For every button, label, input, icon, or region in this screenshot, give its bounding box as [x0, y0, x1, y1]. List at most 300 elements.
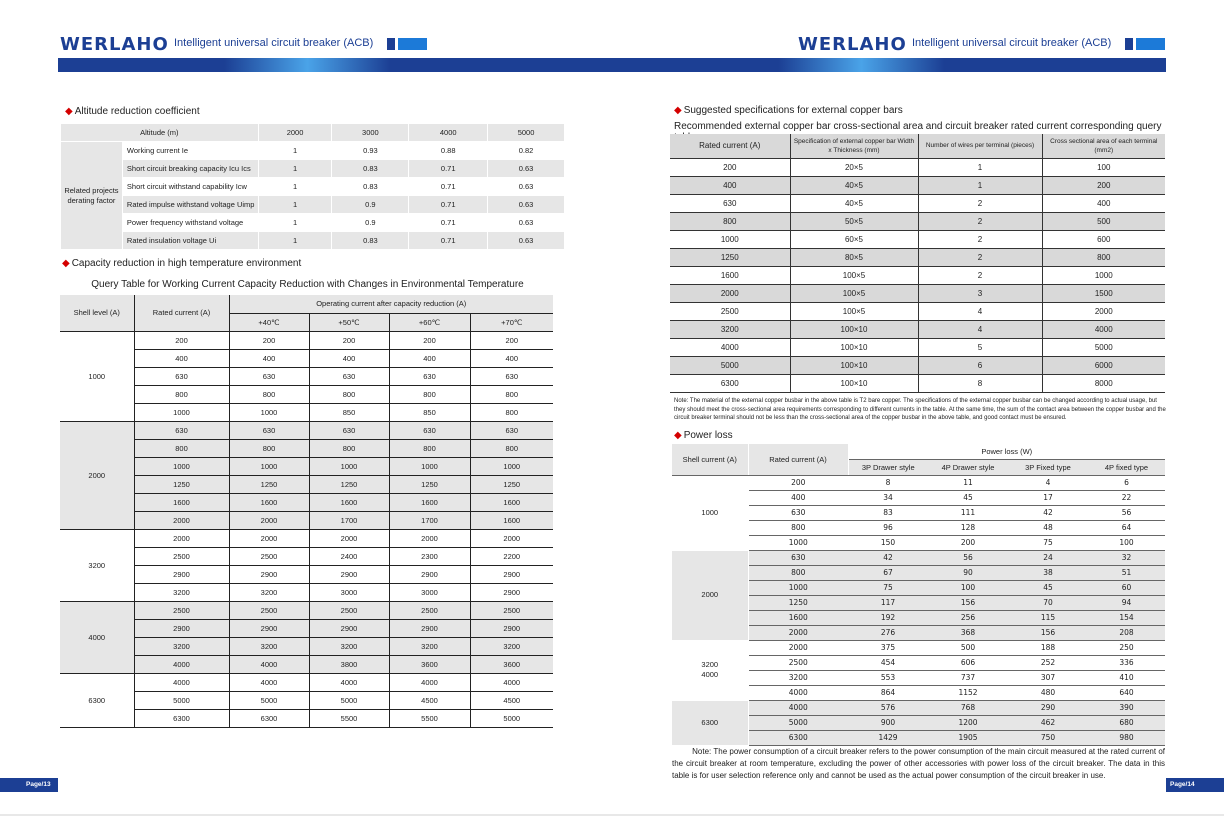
capacity-temp-header: +60℃	[389, 313, 470, 331]
copper-cell: 100×5	[790, 302, 918, 320]
altitude-cell: 0.63	[488, 160, 565, 178]
copper-cell: 2	[918, 212, 1042, 230]
table-row	[670, 374, 1165, 392]
capacity-cell: 1000	[389, 457, 470, 475]
power-cell: 2500	[748, 655, 848, 670]
copper-cell: 8000	[1042, 374, 1165, 392]
table-row	[672, 475, 1165, 490]
copper-cell: 2000	[1042, 302, 1165, 320]
table-row	[670, 158, 1165, 176]
copper-cell: 1	[918, 176, 1042, 194]
capacity-cell: 1000	[134, 457, 229, 475]
table-row	[670, 176, 1165, 194]
capacity-cell: 2500	[309, 601, 389, 619]
capacity-cell: 2900	[229, 619, 309, 637]
power-cell: 117	[848, 595, 928, 610]
altitude-value-header: 3000	[332, 124, 409, 142]
capacity-cell: 2000	[229, 511, 309, 529]
capacity-cell: 5000	[309, 691, 389, 709]
power-cell: 4	[1008, 475, 1088, 490]
power-cell: 188	[1008, 640, 1088, 655]
table-row	[60, 529, 553, 547]
capacity-cell: 5500	[389, 709, 470, 727]
capacity-cell: 200	[309, 331, 389, 349]
copper-header-cell: Cross sectional area of each terminal (mm2)	[1042, 134, 1165, 158]
capacity-cell: 1000	[229, 457, 309, 475]
table-row	[670, 212, 1165, 230]
capacity-shell-cell: 4000	[60, 601, 134, 673]
power-cell: 51	[1088, 565, 1165, 580]
copper-section-title: ◆ Suggested specifications for external copper bars	[674, 105, 903, 116]
altitude-cell: 0.63	[488, 232, 565, 250]
copper-cell: 4000	[670, 338, 790, 356]
copper-cell: 4	[918, 320, 1042, 338]
power-cell: 250	[1088, 640, 1165, 655]
power-cell: 48	[1008, 520, 1088, 535]
capacity-temp-header: +70℃	[470, 313, 553, 331]
power-cell: 8	[848, 475, 928, 490]
copper-cell: 80×5	[790, 248, 918, 266]
power-cell: 75	[1008, 535, 1088, 550]
power-cell: 576	[848, 700, 928, 715]
power-cell: 100	[928, 580, 1008, 595]
capacity-cell: 2500	[389, 601, 470, 619]
brand-bars-icon	[387, 38, 427, 50]
capacity-cell: 2000	[134, 529, 229, 547]
capacity-cell: 4000	[229, 673, 309, 691]
copper-cell: 2500	[670, 302, 790, 320]
power-cell: 630	[748, 505, 848, 520]
power-cell: 11	[928, 475, 1008, 490]
capacity-cell: 200	[389, 331, 470, 349]
capacity-cell: 2500	[229, 547, 309, 565]
capacity-cell: 2900	[309, 565, 389, 583]
altitude-row	[61, 196, 565, 214]
capacity-cell: 3800	[309, 655, 389, 673]
altitude-cell: 0.71	[409, 214, 488, 232]
power-cell: 75	[848, 580, 928, 595]
capacity-cell: 4500	[389, 691, 470, 709]
copper-cell: 3200	[670, 320, 790, 338]
copper-cell: 5000	[1042, 338, 1165, 356]
capacity-cell: 630	[470, 367, 553, 385]
power-cell: 2000	[748, 640, 848, 655]
power-cell: 70	[1008, 595, 1088, 610]
capacity-cell: 4000	[134, 673, 229, 691]
capacity-cell: 5000	[134, 691, 229, 709]
power-cell: 4000	[748, 685, 848, 700]
brand-logo: WERLAHO	[60, 34, 169, 55]
power-cell: 2000	[748, 625, 848, 640]
capacity-group-header: Operating current after capacity reduction (A)	[229, 295, 553, 313]
capacity-cell: 200	[229, 331, 309, 349]
table-row	[670, 230, 1165, 248]
capacity-cell: 2900	[470, 619, 553, 637]
capacity-cell: 3200	[134, 583, 229, 601]
table-row	[670, 356, 1165, 374]
copper-cell: 1000	[670, 230, 790, 248]
table-row	[60, 619, 553, 637]
copper-cell: 20×5	[790, 158, 918, 176]
copper-cell: 630	[670, 194, 790, 212]
capacity-cell: 2400	[309, 547, 389, 565]
table-row	[60, 331, 553, 349]
power-cell: 454	[848, 655, 928, 670]
copper-cell: 100×5	[790, 266, 918, 284]
capacity-cell: 630	[309, 367, 389, 385]
capacity-cell: 200	[470, 331, 553, 349]
power-cell: 5000	[748, 715, 848, 730]
copper-cell: 1	[918, 158, 1042, 176]
table-row	[60, 673, 553, 691]
capacity-cell: 800	[389, 385, 470, 403]
table-row	[60, 439, 553, 457]
table-row	[60, 691, 553, 709]
diamond-bullet-icon: ◆	[674, 105, 682, 116]
altitude-cell: 0.63	[488, 178, 565, 196]
capacity-cell: 800	[470, 385, 553, 403]
altitude-cell: 1	[258, 232, 332, 250]
copper-table	[670, 134, 1165, 393]
power-cell: 750	[1008, 730, 1088, 745]
power-cell: 680	[1088, 715, 1165, 730]
power-cell: 17	[1008, 490, 1088, 505]
altitude-row	[61, 214, 565, 232]
power-cell: 368	[928, 625, 1008, 640]
power-cell: 24	[1008, 550, 1088, 565]
table-row	[670, 266, 1165, 284]
capacity-cell: 630	[389, 367, 470, 385]
page-number-left: Page/13	[0, 778, 58, 792]
power-cell: 1429	[848, 730, 928, 745]
capacity-cell: 800	[134, 385, 229, 403]
power-cell: 156	[928, 595, 1008, 610]
power-shell-cell: 1000	[672, 475, 748, 550]
power-cell: 208	[1088, 625, 1165, 640]
power-cell: 980	[1088, 730, 1165, 745]
copper-cell: 500	[1042, 212, 1165, 230]
capacity-cell: 400	[229, 349, 309, 367]
altitude-cell: 0.9	[332, 196, 409, 214]
right-page	[612, 0, 1224, 831]
copper-cell: 800	[670, 212, 790, 230]
power-cell: 154	[1088, 610, 1165, 625]
power-cell: 375	[848, 640, 928, 655]
power-cell: 150	[848, 535, 928, 550]
table-row	[60, 565, 553, 583]
capacity-cell: 5500	[309, 709, 389, 727]
capacity-cell: 400	[470, 349, 553, 367]
capacity-cell: 1000	[309, 457, 389, 475]
power-cell: 1600	[748, 610, 848, 625]
power-cell: 390	[1088, 700, 1165, 715]
power-cell: 1250	[748, 595, 848, 610]
capacity-cell: 1600	[470, 493, 553, 511]
power-cell: 630	[748, 550, 848, 565]
capacity-cell: 2900	[309, 619, 389, 637]
capacity-cell: 400	[309, 349, 389, 367]
capacity-shell-cell: 6300	[60, 673, 134, 727]
copper-cell: 6	[918, 356, 1042, 374]
capacity-cell: 1250	[134, 475, 229, 493]
altitude-cell: 0.63	[488, 196, 565, 214]
altitude-cell: 1	[258, 178, 332, 196]
capacity-cell: 3600	[470, 655, 553, 673]
power-note: Note: The power consumption of a circuit breaker refers to the power consumption of the main circuit measured at the rated current of the circuit breaker at room temperature, excluding the power of other accessories with power loss of the circuit breaker. The data in this table is for user selection reference only and cannot be used as the actual power consumption of the circuit breaker in use.	[672, 747, 1165, 780]
capacity-shell-header: Shell level (A)	[60, 295, 134, 331]
altitude-cell: 0.71	[409, 178, 488, 196]
capacity-cell: 400	[134, 349, 229, 367]
capacity-cell: 3200	[134, 637, 229, 655]
capacity-cell: 1250	[229, 475, 309, 493]
power-cell: 1152	[928, 685, 1008, 700]
copper-cell: 3	[918, 284, 1042, 302]
altitude-cell: 0.82	[488, 142, 565, 160]
capacity-cell: 1000	[470, 457, 553, 475]
capacity-cell: 800	[470, 403, 553, 421]
copper-cell: 100×10	[790, 374, 918, 392]
capacity-cell: 400	[389, 349, 470, 367]
power-cell: 200	[748, 475, 848, 490]
altitude-row-label: Short circuit breaking capacity Icu Ics	[122, 160, 258, 178]
copper-cell: 5	[918, 338, 1042, 356]
power-cell: 67	[848, 565, 928, 580]
power-subheader: 3P Fixed type	[1008, 459, 1088, 475]
capacity-cell: 2900	[134, 619, 229, 637]
altitude-row	[61, 232, 565, 250]
altitude-value-header: 5000	[488, 124, 565, 142]
capacity-cell: 2000	[309, 529, 389, 547]
power-cell: 111	[928, 505, 1008, 520]
copper-note: Note: The material of the external copper busbar in the above table is T2 bare copper. The specifications of the external copper busbar can be changed according to actual usage, but they should meet the cross-sectional area requirements corresponding to different currents in the table. At the same time, the sum of the contact area between the copper busbar and the circuit breaker terminal should not be less than the cross-sectional area of the copper busbar in the above table, and good contact must be ensured.	[674, 398, 1166, 421]
capacity-cell: 2000	[134, 511, 229, 529]
capacity-header-row	[60, 295, 553, 313]
power-cell: 307	[1008, 670, 1088, 685]
power-cell: 38	[1008, 565, 1088, 580]
capacity-cell: 3000	[389, 583, 470, 601]
power-cell: 1000	[748, 535, 848, 550]
table-row	[60, 511, 553, 529]
capacity-cell: 1700	[389, 511, 470, 529]
power-cell: 864	[848, 685, 928, 700]
copper-cell: 100×10	[790, 320, 918, 338]
power-rated-header: Rated current (A)	[748, 444, 848, 475]
capacity-cell: 800	[309, 385, 389, 403]
altitude-row-label: Rated insulation voltage Ui	[122, 232, 258, 250]
capacity-cell: 1250	[389, 475, 470, 493]
power-cell: 6	[1088, 475, 1165, 490]
capacity-cell: 2900	[470, 583, 553, 601]
capacity-cell: 3200	[229, 637, 309, 655]
table-row	[670, 302, 1165, 320]
capacity-cell: 1600	[309, 493, 389, 511]
capacity-cell: 5000	[229, 691, 309, 709]
capacity-cell: 3200	[309, 637, 389, 655]
power-cell: 192	[848, 610, 928, 625]
power-cell: 1200	[928, 715, 1008, 730]
power-cell: 45	[928, 490, 1008, 505]
capacity-cell: 1700	[309, 511, 389, 529]
capacity-cell: 800	[389, 439, 470, 457]
table-row	[670, 284, 1165, 302]
table-row	[60, 493, 553, 511]
table-row	[670, 194, 1165, 212]
capacity-cell: 6300	[229, 709, 309, 727]
capacity-section-title: ◆ Capacity reduction in high temperature environment	[62, 258, 302, 269]
capacity-cell: 3000	[309, 583, 389, 601]
capacity-cell: 4000	[309, 673, 389, 691]
table-row	[60, 583, 553, 601]
copper-header-cell: Rated current (A)	[670, 134, 790, 158]
power-cell: 500	[928, 640, 1008, 655]
table-row	[670, 338, 1165, 356]
table-row	[670, 248, 1165, 266]
capacity-cell: 1000	[229, 403, 309, 421]
table-row	[60, 421, 553, 439]
copper-caption: Recommended external copper bar cross-sectional area and circuit breaker rated current corresponding query	[674, 121, 1162, 132]
capacity-cell: 4000	[229, 655, 309, 673]
capacity-cell: 630	[134, 367, 229, 385]
power-cell: 42	[848, 550, 928, 565]
capacity-cell: 800	[309, 439, 389, 457]
power-cell: 900	[848, 715, 928, 730]
capacity-shell-cell: 1000	[60, 331, 134, 421]
diamond-bullet-icon: ◆	[65, 106, 73, 117]
altitude-cell: 0.83	[332, 160, 409, 178]
capacity-cell: 630	[229, 367, 309, 385]
capacity-cell: 4000	[389, 673, 470, 691]
altitude-value-header: 2000	[258, 124, 332, 142]
copper-cell: 6000	[1042, 356, 1165, 374]
copper-cell: 2	[918, 230, 1042, 248]
capacity-cell: 4000	[134, 655, 229, 673]
header-band	[612, 58, 1166, 72]
power-cell: 90	[928, 565, 1008, 580]
table-row	[60, 709, 553, 727]
power-cell: 83	[848, 505, 928, 520]
brand-logo: WERLAHO	[798, 34, 907, 55]
power-shell-cell: 2000	[672, 550, 748, 640]
copper-cell: 40×5	[790, 194, 918, 212]
copper-cell: 2	[918, 248, 1042, 266]
capacity-cell: 3200	[389, 637, 470, 655]
capacity-cell: 1600	[134, 493, 229, 511]
capacity-cell: 1600	[229, 493, 309, 511]
capacity-temp-header: +40℃	[229, 313, 309, 331]
copper-cell: 60×5	[790, 230, 918, 248]
power-cell: 64	[1088, 520, 1165, 535]
capacity-cell: 3600	[389, 655, 470, 673]
power-header-row	[672, 444, 1165, 459]
copper-cell: 800	[1042, 248, 1165, 266]
copper-cell: 50×5	[790, 212, 918, 230]
altitude-value-header: 4000	[409, 124, 488, 142]
power-cell: 100	[1088, 535, 1165, 550]
power-cell: 200	[928, 535, 1008, 550]
power-cell: 737	[928, 670, 1008, 685]
altitude-row-label: Working current Ie	[122, 142, 258, 160]
brand-subtitle: Intelligent universal circuit breaker (ACB)	[912, 37, 1112, 49]
copper-cell: 100	[1042, 158, 1165, 176]
altitude-cell: 0.83	[332, 178, 409, 196]
copper-cell: 1500	[1042, 284, 1165, 302]
altitude-cell: 0.93	[332, 142, 409, 160]
altitude-cell: 0.71	[409, 160, 488, 178]
page-number-right: Page/14	[1166, 778, 1224, 792]
altitude-cell: 1	[258, 196, 332, 214]
capacity-cell: 4500	[470, 691, 553, 709]
copper-cell: 1250	[670, 248, 790, 266]
capacity-cell: 200	[134, 331, 229, 349]
copper-cell: 200	[1042, 176, 1165, 194]
altitude-cell: 0.71	[409, 196, 488, 214]
bottom-rule	[0, 814, 1224, 816]
capacity-shell-cell: 3200	[60, 529, 134, 601]
power-group-header: Power loss (W)	[848, 444, 1165, 459]
altitude-cell: 1	[258, 160, 332, 178]
power-cell: 410	[1088, 670, 1165, 685]
capacity-cell: 850	[309, 403, 389, 421]
power-cell: 1905	[928, 730, 1008, 745]
copper-cell: 2000	[670, 284, 790, 302]
capacity-cell: 630	[309, 421, 389, 439]
capacity-cell: 630	[389, 421, 470, 439]
capacity-cell: 4000	[470, 673, 553, 691]
copper-cell: 8	[918, 374, 1042, 392]
table-row	[60, 403, 553, 421]
power-cell: 45	[1008, 580, 1088, 595]
diamond-bullet-icon: ◆	[62, 258, 70, 269]
copper-header-row	[670, 134, 1165, 158]
power-cell: 94	[1088, 595, 1165, 610]
altitude-table	[60, 123, 565, 250]
altitude-header-label: Altitude (m)	[61, 124, 259, 142]
capacity-cell: 1250	[470, 475, 553, 493]
altitude-cell: 0.88	[409, 142, 488, 160]
capacity-cell: 2500	[470, 601, 553, 619]
altitude-row-label: Short circuit withstand capability Icw	[122, 178, 258, 196]
power-shell-cell: 6300	[672, 700, 748, 745]
capacity-cell: 6300	[134, 709, 229, 727]
brand-subtitle: Intelligent universal circuit breaker (ACB)	[174, 37, 374, 49]
power-cell: 276	[848, 625, 928, 640]
capacity-cell: 800	[229, 385, 309, 403]
capacity-cell: 2300	[389, 547, 470, 565]
capacity-table	[60, 295, 553, 728]
capacity-cell: 2500	[134, 601, 229, 619]
power-cell: 115	[1008, 610, 1088, 625]
copper-cell: 1600	[670, 266, 790, 284]
power-shell-cell: 3200 4000	[672, 640, 748, 700]
capacity-cell: 2900	[134, 565, 229, 583]
power-cell: 336	[1088, 655, 1165, 670]
copper-cell: 200	[670, 158, 790, 176]
power-cell: 606	[928, 655, 1008, 670]
table-row	[670, 320, 1165, 338]
power-cell: 4000	[748, 700, 848, 715]
power-cell: 32	[1088, 550, 1165, 565]
capacity-cell: 1600	[470, 511, 553, 529]
power-cell: 56	[1088, 505, 1165, 520]
table-row	[60, 601, 553, 619]
capacity-cell: 2900	[229, 565, 309, 583]
altitude-cell: 0.63	[488, 214, 565, 232]
copper-header-cell: Specification of external copper bar Width x Thickness (mm)	[790, 134, 918, 158]
copper-cell: 600	[1042, 230, 1165, 248]
copper-cell: 2	[918, 194, 1042, 212]
altitude-row-label: Power frequency withstand voltage	[122, 214, 258, 232]
power-cell: 480	[1008, 685, 1088, 700]
